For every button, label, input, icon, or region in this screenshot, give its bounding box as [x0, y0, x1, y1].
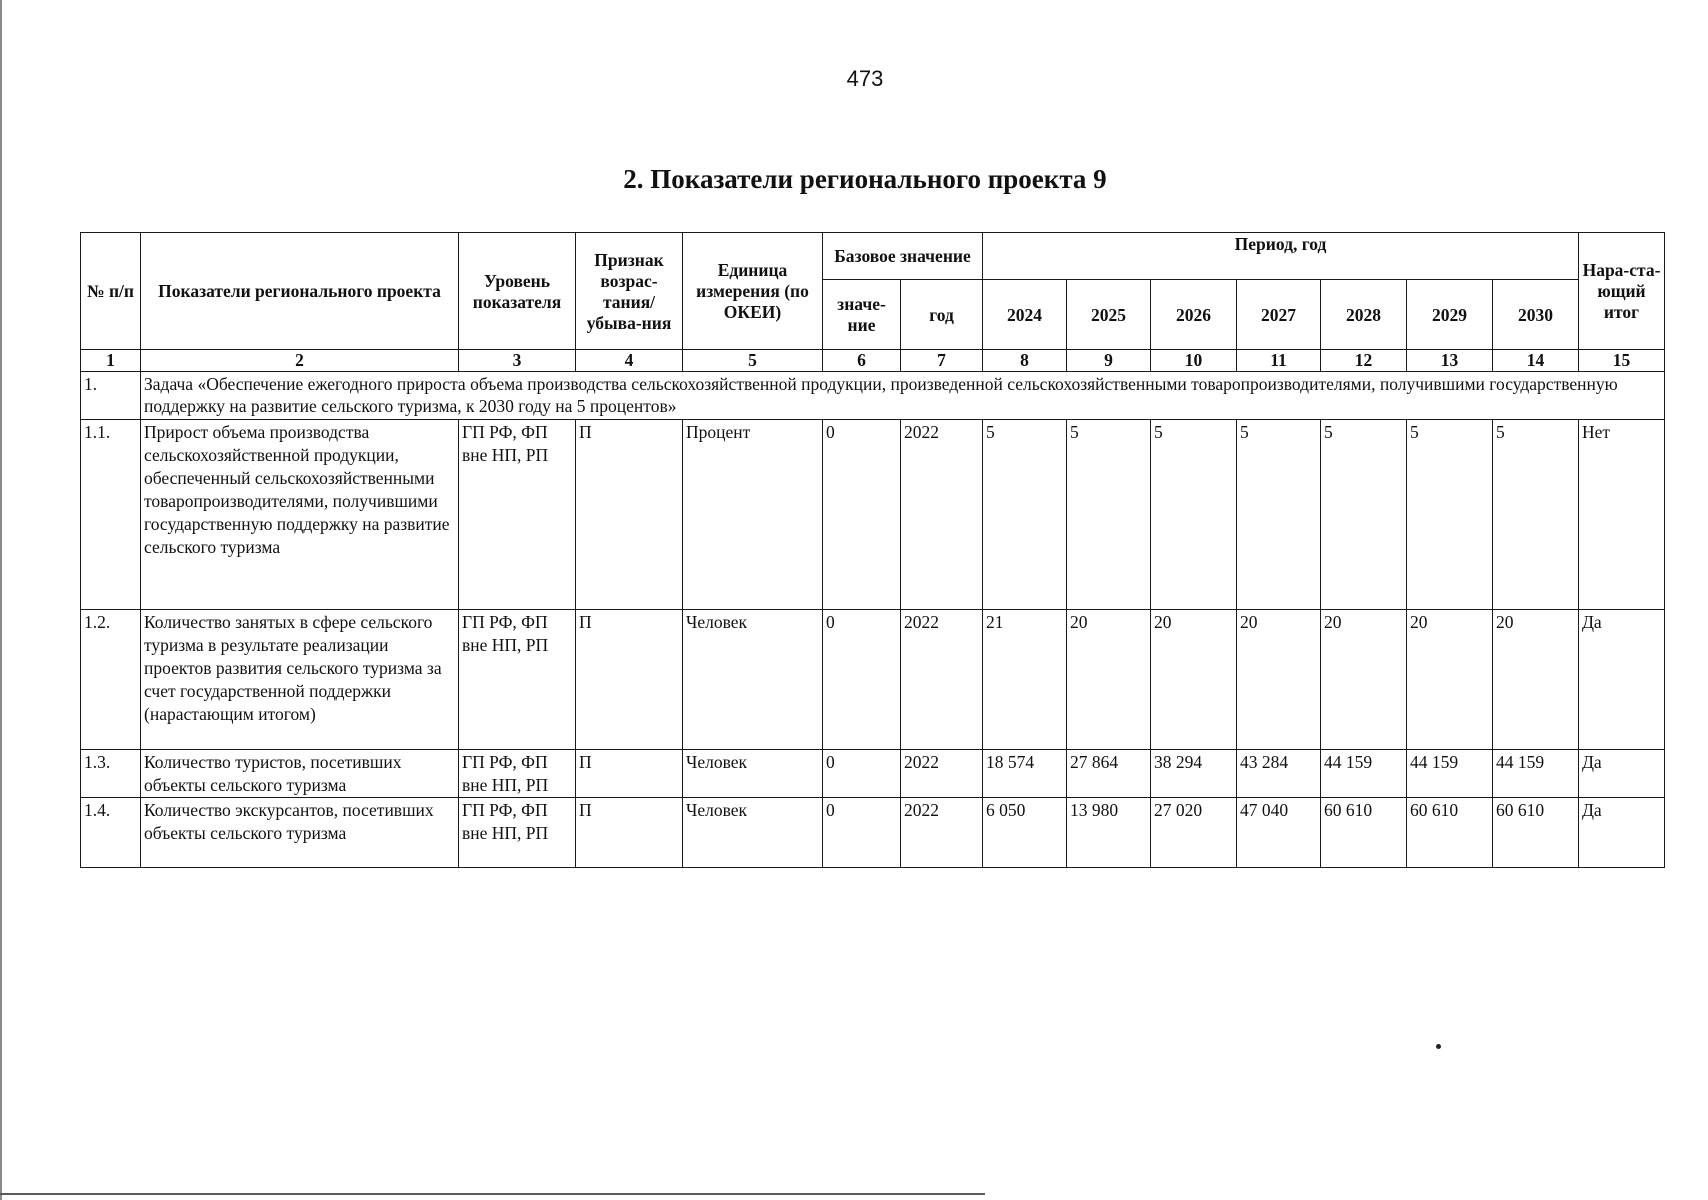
column-number: 9	[1067, 350, 1151, 372]
header-level: Уровень показателя	[459, 233, 576, 350]
row-cumulative: Да	[1579, 750, 1665, 798]
column-number: 8	[983, 350, 1067, 372]
row-year-value: 20	[1151, 610, 1237, 750]
row-year-value: 5	[1067, 420, 1151, 610]
column-number: 7	[901, 350, 983, 372]
row-num: 1.2.	[81, 610, 141, 750]
column-number: 12	[1321, 350, 1407, 372]
header-num: № п/п	[81, 233, 141, 350]
row-base-value: 0	[823, 750, 901, 798]
column-number: 15	[1579, 350, 1665, 372]
column-number: 11	[1237, 350, 1321, 372]
row-year-value: 60 610	[1321, 798, 1407, 868]
row-year-value: 20	[1407, 610, 1493, 750]
row-num: 1.3.	[81, 750, 141, 798]
header-year: 2028	[1321, 280, 1407, 350]
header-base: Базовое значение	[823, 233, 983, 280]
column-number: 1	[81, 350, 141, 372]
row-year-value: 21	[983, 610, 1067, 750]
row-year-value: 44 159	[1321, 750, 1407, 798]
indicators-table	[80, 232, 1665, 868]
row-unit: Человек	[683, 750, 823, 798]
table-row	[81, 420, 1665, 610]
header-indicator: Показатели регионального проекта	[141, 233, 459, 350]
column-number: 13	[1407, 350, 1493, 372]
header-period: Период, год	[983, 233, 1579, 280]
row-year-value: 43 284	[1237, 750, 1321, 798]
row-year-value: 20	[1237, 610, 1321, 750]
row-year-value: 60 610	[1407, 798, 1493, 868]
row-indicator: Количество экскурсантов, посетивших объекты сельского туризма	[141, 798, 459, 868]
header-sign: Признак возрас-тания/ убыва-ния	[576, 233, 683, 350]
column-number: 3	[459, 350, 576, 372]
row-unit: Человек	[683, 798, 823, 868]
row-indicator: Прирост объема производства сельскохозяйственной продукции, обеспеченный сельскохозяйственными товаропроизводителями, получившими государственную поддержку на развитие сельского туризма	[141, 420, 459, 610]
header-base-year: год	[901, 280, 983, 350]
row-cumulative: Нет	[1579, 420, 1665, 610]
row-year-value: 27 864	[1067, 750, 1151, 798]
row-sign: П	[576, 420, 683, 610]
row-base-value: 0	[823, 420, 901, 610]
scan-dot	[1436, 1044, 1441, 1049]
column-number: 4	[576, 350, 683, 372]
row-year-value: 13 980	[1067, 798, 1151, 868]
row-cumulative: Да	[1579, 610, 1665, 750]
page-number: 473	[846, 66, 884, 91]
row-year-value: 38 294	[1151, 750, 1237, 798]
table-row	[81, 610, 1665, 750]
row-year-value: 5	[1493, 420, 1579, 610]
bottom-rule	[0, 1193, 985, 1195]
row-year-value: 5	[1151, 420, 1237, 610]
row-year-value: 6 050	[983, 798, 1067, 868]
row-year-value: 20	[1067, 610, 1151, 750]
row-base-year: 2022	[901, 610, 983, 750]
column-number: 10	[1151, 350, 1237, 372]
row-level: ГП РФ, ФП вне НП, РП	[459, 610, 576, 750]
header-year: 2024	[983, 280, 1067, 350]
page-title: 2. Показатели регионального проекта 9	[623, 164, 1107, 194]
column-number-row	[81, 350, 1665, 372]
header-year: 2025	[1067, 280, 1151, 350]
row-year-value: 20	[1493, 610, 1579, 750]
row-num: 1.1.	[81, 420, 141, 610]
row-year-value: 60 610	[1493, 798, 1579, 868]
row-base-year: 2022	[901, 798, 983, 868]
column-number: 2	[141, 350, 459, 372]
row-level: ГП РФ, ФП вне НП, РП	[459, 798, 576, 868]
row-year-value: 44 159	[1493, 750, 1579, 798]
row-level: ГП РФ, ФП вне НП, РП	[459, 420, 576, 610]
row-cumulative: Да	[1579, 798, 1665, 868]
task-text: Задача «Обеспечение ежегодного прироста объема производства сельскохозяйственной продукции, произведенной сельскохозяйственными товаропроизводителями, получившими государственную поддержку на развитие сельского туризма, к 2030 году на 5 процентов»	[141, 372, 1665, 420]
column-number: 6	[823, 350, 901, 372]
task-row	[81, 372, 1665, 420]
row-sign: П	[576, 750, 683, 798]
column-number: 5	[683, 350, 823, 372]
header-cumulative: Нара-ста-ющий итог	[1579, 233, 1665, 350]
row-year-value: 18 574	[983, 750, 1067, 798]
table-row	[81, 798, 1665, 868]
header-year: 2030	[1493, 280, 1579, 350]
row-num: 1.4.	[81, 798, 141, 868]
row-year-value: 20	[1321, 610, 1407, 750]
row-sign: П	[576, 610, 683, 750]
row-year-value: 47 040	[1237, 798, 1321, 868]
row-year-value: 5	[1237, 420, 1321, 610]
row-indicator: Количество занятых в сфере сельского туризма в результате реализации проектов развития сельского туризма за счет государственной поддержки (нарастающим итогом)	[141, 610, 459, 750]
row-year-value: 27 020	[1151, 798, 1237, 868]
row-sign: П	[576, 798, 683, 868]
header-year: 2026	[1151, 280, 1237, 350]
row-unit: Человек	[683, 610, 823, 750]
row-base-value: 0	[823, 798, 901, 868]
row-year-value: 5	[1407, 420, 1493, 610]
row-year-value: 5	[1321, 420, 1407, 610]
row-base-year: 2022	[901, 420, 983, 610]
header-unit: Единица измерения (по ОКЕИ)	[683, 233, 823, 350]
row-level: ГП РФ, ФП вне НП, РП	[459, 750, 576, 798]
row-unit: Процент	[683, 420, 823, 610]
row-indicator: Количество туристов, посетивших объекты сельского туризма	[141, 750, 459, 798]
row-base-year: 2022	[901, 750, 983, 798]
header-year: 2027	[1237, 280, 1321, 350]
task-num: 1.	[81, 372, 141, 420]
header-year: 2029	[1407, 280, 1493, 350]
row-base-value: 0	[823, 610, 901, 750]
column-number: 14	[1493, 350, 1579, 372]
header-base-value: значе-ние	[823, 280, 901, 350]
row-year-value: 5	[983, 420, 1067, 610]
table-row	[81, 750, 1665, 798]
row-year-value: 44 159	[1407, 750, 1493, 798]
